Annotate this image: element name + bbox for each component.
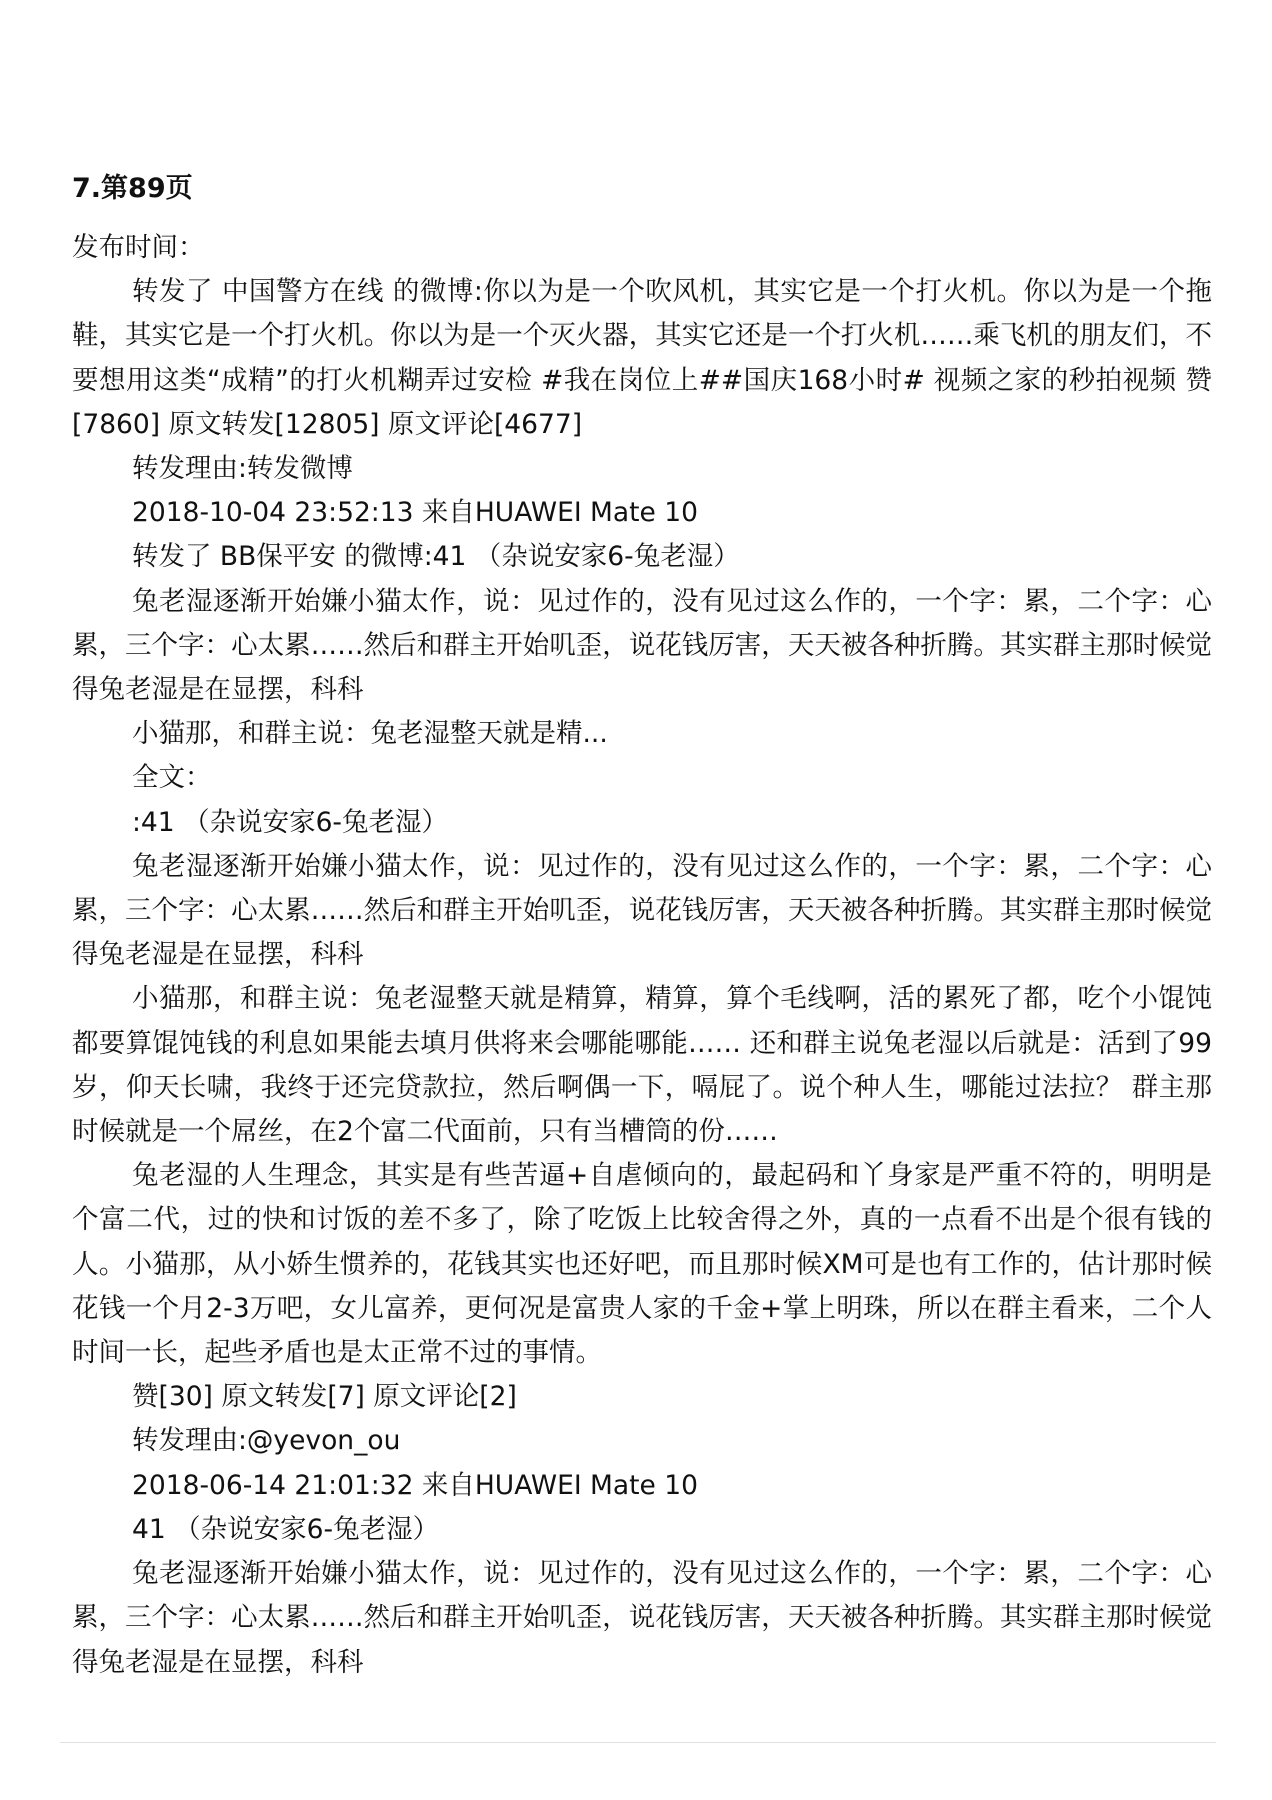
fulltext-paragraph-1: 兔老湿逐渐开始嫌小猫太作，说：见过作的，没有见过这么作的，一个字：累，二个字：心累，三个字：心太累……然后和群主开始叽歪，说花钱厉害，天天被各种折腾。其实群主那时候觉得兔老湿是在显摆，科科 — [72, 850, 1212, 971]
post2-header: 转发了 BB保平安 的微博:41 （杂说安家6-兔老湿） — [132, 541, 740, 573]
post2-excerpt-paragraph-1: 兔老湿逐渐开始嫌小猫太作，说：见过作的，没有见过这么作的，一个字：累，二个字：心累，三个字：心太累……然后和群主开始叽歪，说花钱厉害，天天被各种折腾。其实群主那时候觉得兔老湿是在显摆，科科 — [72, 585, 1212, 706]
document-body — [72, 226, 1212, 1685]
post1-meta: 2018-10-04 23:52:13 来自HUAWEI Mate 10 — [132, 497, 698, 529]
post2-stats: 赞[30] 原文转发[7] 原文评论[2] — [132, 1381, 517, 1413]
bottom-divider — [60, 1742, 1216, 1743]
post1-content: 转发了 中国警方在线 的微博:你以为是一个吹风机，其实它是一个打火机。你以为是一个拖鞋，其实它是一个打火机。你以为是一个灭火器，其实它还是一个打火机……乘飞机的朋友们，不要想用这类“成精”的打火机糊弄过安检 #我在岗位上##国庆168小时# 视频之家的秒拍视频 赞[7860] 原文转发[12805] 原文评论[4677] — [72, 276, 1212, 440]
post2-excerpt-paragraph-2: 小猫那，和群主说：兔老湿整天就是精... — [132, 718, 608, 750]
post1-repost-reason: 转发理由:转发微博 — [132, 453, 353, 485]
publish-time-label: 发布时间： — [72, 232, 205, 263]
fulltext-paragraph-2: 小猫那，和群主说：兔老湿整天就是精算，精算，算个毛线啊，活的累死了都，吃个小馄饨都要算馄饨钱的利息如果能去填月供将来会哪能哪能…… 还和群主说兔老湿以后就是：活到了99岁，仰天长啸，我终于还完贷款拉，然后啊偶一下，嗝屁了。说个种人生，哪能过法拉？ 群主那时候就是一个屌丝，在2个富二代面前，只有当槽筒的份…… — [72, 983, 1212, 1148]
fulltext-title: :41 （杂说安家6-兔老湿） — [132, 806, 448, 838]
fulltext-label: 全文： — [132, 762, 212, 794]
post3-title: 41 （杂说安家6-兔老湿） — [132, 1513, 440, 1545]
fulltext-paragraph-3: 兔老湿的人生理念，其实是有些苦逼+自虐倾向的，最起码和丫身家是严重不符的，明明是个富二代，过的快和讨饭的差不多了，除了吃饭上比较舍得之外，真的一点看不出是个很有钱的人。小猫那，从小娇生惯养的，花钱其实也还好吧，而且那时候XM可是也有工作的，估计那时候花钱一个月2-3万吧，女儿富养，更何况是富贵人家的千金+掌上明珠，所以在群主看来，二个人时间一长，起些矛盾也是太正常不过的事情。 — [72, 1160, 1212, 1369]
page-heading: 7.第89页 — [72, 173, 193, 204]
post2-repost-reason: 转发理由:@yevon_ou — [132, 1425, 401, 1457]
post2-meta: 2018-06-14 21:01:32 来自HUAWEI Mate 10 — [132, 1469, 698, 1501]
post3-paragraph-1: 兔老湿逐渐开始嫌小猫太作，说：见过作的，没有见过这么作的，一个字：累，二个字：心累，三个字：心太累……然后和群主开始叽歪，说花钱厉害，天天被各种折腾。其实群主那时候觉得兔老湿是在显摆，科科 — [72, 1558, 1212, 1678]
